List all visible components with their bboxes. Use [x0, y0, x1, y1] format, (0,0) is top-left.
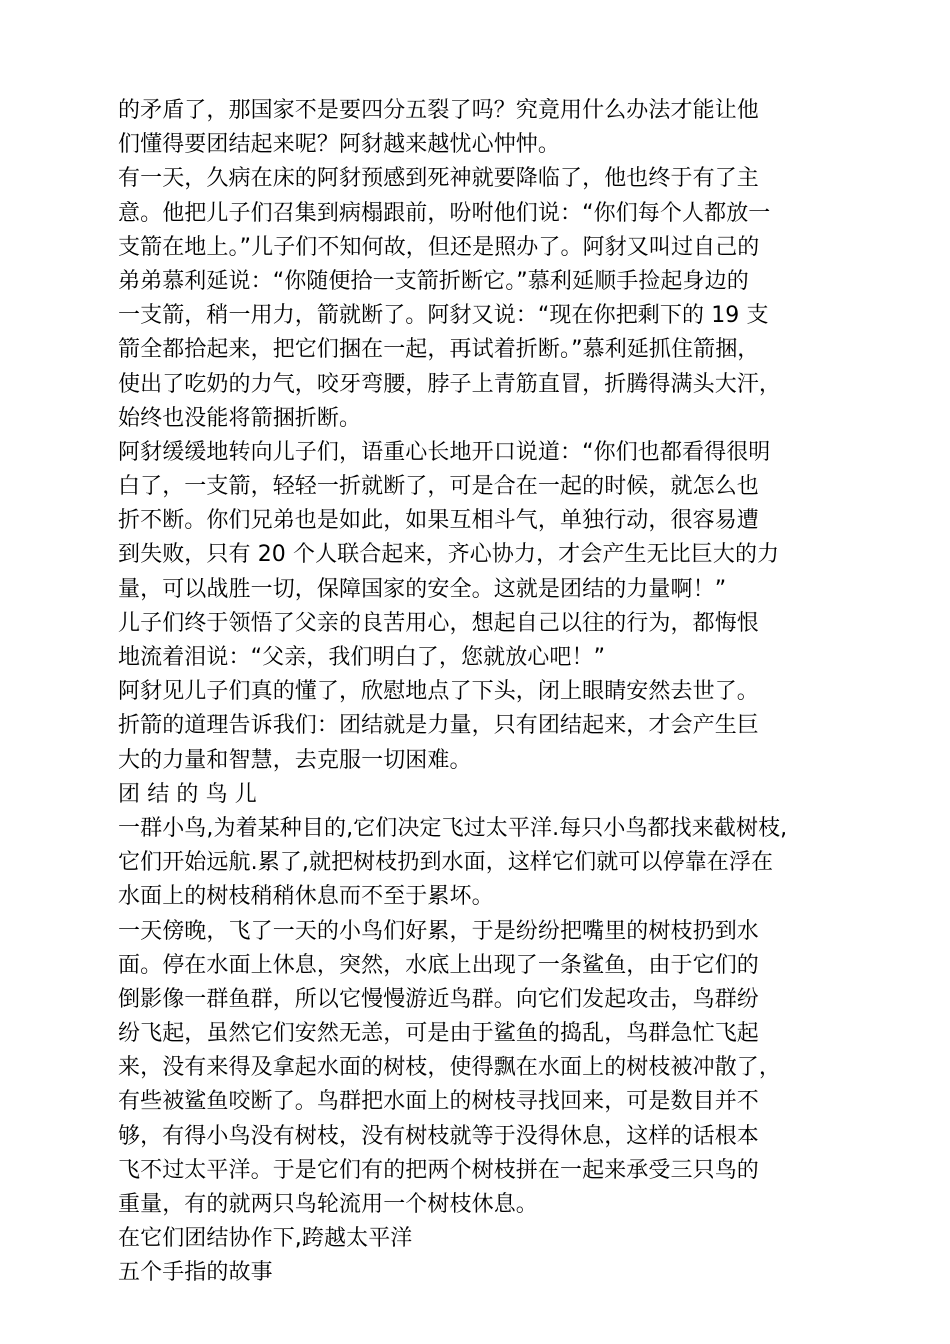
text-line: 一支箭，稍一用力，箭就断了。阿豺又说：“现在你把剩下的 19 支: [118, 303, 769, 329]
text-line: 们懂得要团结起来呢？阿豺越来越忧心忡忡。: [118, 132, 561, 158]
section-heading: 五个手指的故事: [118, 1260, 273, 1286]
text-line: 支箭在地上。”儿子们不知何故，但还是照办了。阿豺又叫过自己的: [118, 234, 760, 260]
text-line: 纷飞起，虽然它们安然无恙，可是由于鲨鱼的捣乱，鸟群急忙飞起: [118, 1021, 759, 1047]
text-line: 来，没有来得及拿起水面的树枝，使得飘在水面上的树枝被冲散了，: [118, 1055, 782, 1081]
text-line: 折不断。你们兄弟也是如此，如果互相斗气，单独行动，很容易遭: [118, 508, 759, 534]
text-line: 到失败，只有 20 个人联合起来，齐心协力，才会产生无比巨大的力: [118, 542, 780, 568]
text-line: 的矛盾了，那国家不是要四分五裂了吗？究竟用什么办法才能让他: [118, 98, 759, 123]
document-body: [118, 94, 838, 1291]
text-line: 弟弟慕利延说：“你随便拾一支箭折断它。”慕利延顺手捡起身边的: [118, 268, 749, 294]
text-line: 意。他把儿子们召集到病榻跟前，吩咐他们说：“你们每个人都放一: [118, 200, 771, 226]
text-line: 够，有得小鸟没有树枝，没有树枝就等于没得休息，这样的话根本: [118, 1123, 759, 1149]
text-line: 水面上的树枝稍稍休息而不至于累坏。: [118, 884, 494, 910]
text-line: 大的力量和智慧，去克服一切困难。: [118, 747, 472, 773]
text-line: 白了，一支箭，轻轻一折就断了，可是合在一起的时候，就怎么也: [118, 474, 759, 500]
text-line: 箭全都拾起来，把它们捆在一起，再试着折断。”慕利延抓住箭捆，: [118, 337, 760, 363]
text-line: 使出了吃奶的力气，咬牙弯腰，脖子上青筋直冒，折腾得满头大汗，: [118, 371, 782, 397]
text-line: 阿豺缓缓地转向儿子们，语重心长地开口说道：“你们也都看得很明: [118, 439, 771, 465]
text-line: 它们开始远航.累了,就把树枝扔到水面，这样它们就可以停靠在浮在: [118, 850, 774, 876]
text-line: 有一天，久病在床的阿豺预感到死神就要降临了，他也终于有了主: [118, 166, 759, 192]
text-line: 飞不过太平洋。于是它们有的把两个树枝拼在一起来承受三只鸟的: [118, 1157, 759, 1183]
section-heading: 团 结 的 鸟 儿: [118, 781, 257, 807]
text-line: 阿豺见儿子们真的懂了，欣慰地点了下头，闭上眼睛安然去世了。: [118, 679, 759, 705]
text-line: 一天傍晚，飞了一天的小鸟们好累，于是纷纷把嘴里的树枝扔到水: [118, 918, 759, 944]
text-line: 一群小鸟,为着某种目的,它们决定飞过太平洋.每只小鸟都找来截树枝,: [118, 815, 788, 841]
text-line: 始终也没能将箭捆折断。: [118, 405, 362, 431]
text-line: 地流着泪说：“父亲，我们明白了，您就放心吧！”: [118, 645, 606, 670]
text-line: 面。停在水面上休息，突然，水底上出现了一条鲨鱼，由于它们的: [118, 952, 759, 978]
text-line: 倒影像一群鱼群，所以它慢慢游近鸟群。向它们发起攻击，鸟群纷: [118, 986, 759, 1012]
text-line: 有些被鲨鱼咬断了。鸟群把水面上的树枝寻找回来，可是数目并不: [118, 1089, 759, 1115]
text-line: 儿子们终于领悟了父亲的良苦用心，想起自己以往的行为，都悔恨: [118, 610, 759, 636]
text-line: 重量，有的就两只鸟轮流用一个树枝休息。: [118, 1192, 538, 1217]
text-line: 量，可以战胜一切，保障国家的安全。这就是团结的力量啊！”: [118, 576, 727, 602]
text-line: 在它们团结协作下,跨越太平洋: [118, 1226, 413, 1252]
text-line: 折箭的道理告诉我们：团结就是力量，只有团结起来，才会产生巨: [118, 713, 759, 739]
